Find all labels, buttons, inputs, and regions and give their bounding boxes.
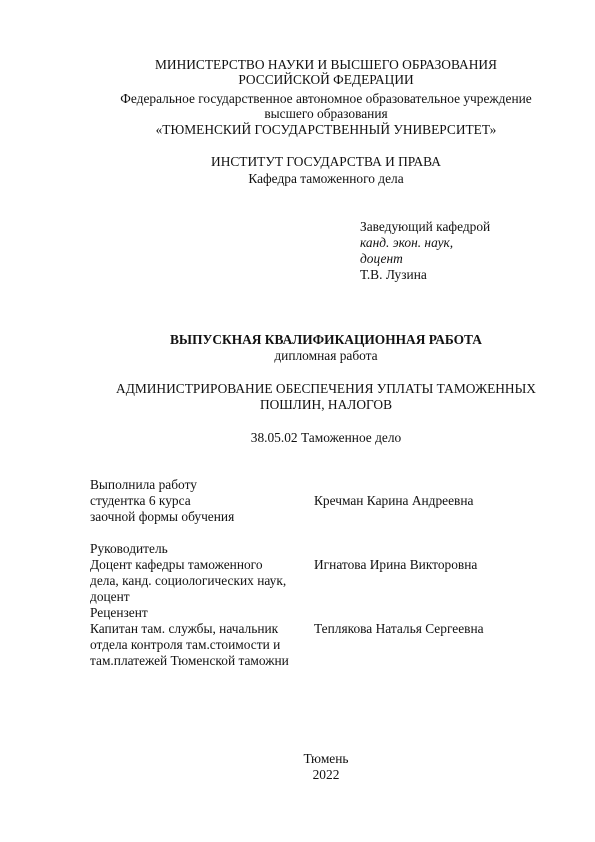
year: 2022 (312, 767, 340, 782)
work-subtype: дипломная работа (274, 348, 378, 363)
ministry-line-2: РОССИЙСКОЙ ФЕДЕРАЦИИ (238, 72, 414, 87)
work-type: ВЫПУСКНАЯ КВАЛИФИКАЦИОННАЯ РАБОТА (170, 332, 482, 347)
reviewer-position-2: отдела контроля там.стоимости и (90, 637, 281, 652)
reviewer-position-3: там.платежей Тюменской таможни (90, 653, 289, 668)
supervisor-position-2: дела, канд. социологических наук, (90, 573, 287, 588)
department-name: Кафедра таможенного дела (248, 171, 404, 186)
institution-education-line: высшего образования (264, 106, 388, 121)
city: Тюмень (303, 751, 349, 766)
specialty: 38.05.02 Таможенное дело (250, 430, 402, 445)
university-name: «ТЮМЕНСКИЙ ГОСУДАРСТВЕННЫЙ УНИВЕРСИТЕТ» (155, 122, 497, 137)
supervisor-heading: Руководитель (90, 541, 168, 556)
author-label-3: заочной формы обучения (90, 509, 235, 524)
ministry-line-1: МИНИСТЕРСТВО НАУКИ И ВЫСШЕГО ОБРАЗОВАНИЯ (155, 57, 497, 72)
author-name: Кречман Карина Андреевна (314, 493, 474, 508)
author-label-1: Выполнила работу (90, 477, 197, 492)
reviewer-heading: Рецензент (90, 605, 148, 620)
approval-name: Т.В. Лузина (360, 267, 427, 282)
reviewer-name: Теплякова Наталья Сергеевна (314, 621, 484, 636)
approval-title: доцент (360, 251, 403, 266)
approval-role: Заведующий кафедрой (360, 219, 491, 234)
reviewer-position-1: Капитан там. службы, начальник (90, 621, 279, 636)
approval-degree: канд. экон. наук, (360, 235, 454, 250)
author-label-2: студентка 6 курса (90, 493, 191, 508)
supervisor-name: Игнатова Ирина Викторовна (314, 557, 478, 572)
supervisor-position-3: доцент (90, 589, 130, 604)
work-topic-line-1: АДМИНИСТРИРОВАНИЕ ОБЕСПЕЧЕНИЯ УПЛАТЫ ТАМОЖЕННЫХ (116, 381, 536, 396)
institution-type-line: Федеральное государственное автономное образовательное учреждение (120, 91, 532, 106)
institute-name: ИНСТИТУТ ГОСУДАРСТВА И ПРАВА (211, 154, 441, 169)
work-topic-line-2: ПОШЛИН, НАЛОГОВ (259, 397, 393, 412)
supervisor-position-1: Доцент кафедры таможенного (90, 557, 263, 572)
